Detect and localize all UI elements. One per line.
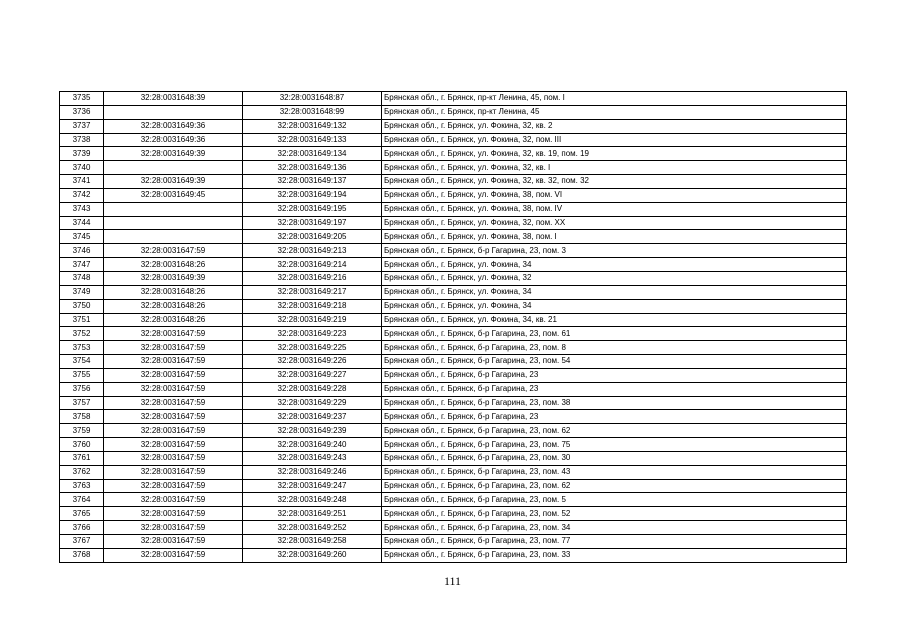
- cadastral-number-cell: 32:28:0031649:228: [243, 382, 382, 396]
- table-row: [60, 465, 847, 479]
- address-cell: Брянская обл., г. Брянск, ул. Фокина, 38, пом. I: [382, 230, 847, 244]
- parcel-number-cell: [104, 105, 243, 119]
- table-row: [60, 230, 847, 244]
- address-cell: Брянская обл., г. Брянск, б-р Гагарина, 23, пом. 62: [382, 479, 847, 493]
- cadastral-number-cell: 32:28:0031649:246: [243, 465, 382, 479]
- row-number-cell: 3739: [60, 147, 104, 161]
- cadastral-number-cell: 32:28:0031649:243: [243, 451, 382, 465]
- parcel-number-cell: [104, 230, 243, 244]
- cadastral-number-cell: 32:28:0031649:194: [243, 188, 382, 202]
- row-number-cell: 3750: [60, 299, 104, 313]
- table-row: [60, 521, 847, 535]
- table-row: [60, 105, 847, 119]
- row-number-cell: 3749: [60, 285, 104, 299]
- row-number-cell: 3756: [60, 382, 104, 396]
- parcel-number-cell: 32:28:0031647:59: [104, 451, 243, 465]
- row-number-cell: 3764: [60, 493, 104, 507]
- cadastral-number-cell: 32:28:0031649:214: [243, 258, 382, 272]
- address-cell: Брянская обл., г. Брянск, ул. Фокина, 32, кв. 2: [382, 119, 847, 133]
- row-number-cell: 3745: [60, 230, 104, 244]
- cadastral-number-cell: 32:28:0031649:227: [243, 368, 382, 382]
- parcel-number-cell: 32:28:0031648:26: [104, 258, 243, 272]
- cadastral-number-cell: 32:28:0031649:133: [243, 133, 382, 147]
- table-row: [60, 410, 847, 424]
- cadastral-number-cell: 32:28:0031649:137: [243, 175, 382, 189]
- row-number-cell: 3753: [60, 341, 104, 355]
- parcel-number-cell: [104, 216, 243, 230]
- row-number-cell: 3757: [60, 396, 104, 410]
- table-row: [60, 341, 847, 355]
- table-row: [60, 424, 847, 438]
- row-number-cell: 3755: [60, 368, 104, 382]
- parcel-number-cell: 32:28:0031649:39: [104, 175, 243, 189]
- parcel-number-cell: 32:28:0031647:59: [104, 341, 243, 355]
- row-number-cell: 3747: [60, 258, 104, 272]
- cadastral-number-cell: 32:28:0031649:205: [243, 230, 382, 244]
- row-number-cell: 3768: [60, 548, 104, 562]
- parcel-number-cell: 32:28:0031647:59: [104, 507, 243, 521]
- row-number-cell: 3765: [60, 507, 104, 521]
- table-row: [60, 119, 847, 133]
- address-cell: Брянская обл., г. Брянск, б-р Гагарина, 23, пом. 34: [382, 521, 847, 535]
- parcel-number-cell: 32:28:0031647:59: [104, 493, 243, 507]
- table-row: [60, 299, 847, 313]
- address-cell: Брянская обл., г. Брянск, ул. Фокина, 34: [382, 258, 847, 272]
- parcel-number-cell: 32:28:0031647:59: [104, 548, 243, 562]
- row-number-cell: 3767: [60, 535, 104, 549]
- table-row: [60, 535, 847, 549]
- cadastral-number-cell: 32:28:0031649:195: [243, 202, 382, 216]
- address-cell: Брянская обл., г. Брянск, б-р Гагарина, 23: [382, 368, 847, 382]
- cadastral-number-cell: 32:28:0031649:237: [243, 410, 382, 424]
- parcel-number-cell: 32:28:0031647:59: [104, 382, 243, 396]
- row-number-cell: 3763: [60, 479, 104, 493]
- parcel-number-cell: 32:28:0031647:59: [104, 535, 243, 549]
- parcel-number-cell: 32:28:0031647:59: [104, 438, 243, 452]
- table-row: [60, 147, 847, 161]
- address-cell: Брянская обл., г. Брянск, ул. Фокина, 32: [382, 271, 847, 285]
- cadastral-number-cell: 32:28:0031649:229: [243, 396, 382, 410]
- row-number-cell: 3761: [60, 451, 104, 465]
- row-number-cell: 3743: [60, 202, 104, 216]
- cadastral-number-cell: 32:28:0031649:217: [243, 285, 382, 299]
- parcel-number-cell: 32:28:0031647:59: [104, 327, 243, 341]
- cadastral-number-cell: 32:28:0031649:223: [243, 327, 382, 341]
- table-row: [60, 216, 847, 230]
- address-cell: Брянская обл., г. Брянск, б-р Гагарина, 23, пом. 33: [382, 548, 847, 562]
- table-row: [60, 271, 847, 285]
- cadastral-number-cell: 32:28:0031649:216: [243, 271, 382, 285]
- parcel-number-cell: 32:28:0031649:39: [104, 271, 243, 285]
- parcel-number-cell: 32:28:0031647:59: [104, 479, 243, 493]
- address-cell: Брянская обл., г. Брянск, б-р Гагарина, 23, пом. 77: [382, 535, 847, 549]
- table-row: [60, 327, 847, 341]
- table-row: [60, 493, 847, 507]
- table-row: [60, 161, 847, 175]
- row-number-cell: 3736: [60, 105, 104, 119]
- table-row: [60, 244, 847, 258]
- parcel-number-cell: 32:28:0031647:59: [104, 355, 243, 369]
- table-row: [60, 175, 847, 189]
- row-number-cell: 3746: [60, 244, 104, 258]
- address-cell: Брянская обл., г. Брянск, ул. Фокина, 38, пом. VI: [382, 188, 847, 202]
- cadastral-number-cell: 32:28:0031649:251: [243, 507, 382, 521]
- address-cell: Брянская обл., г. Брянск, ул. Фокина, 32, кв. 32, пом. 32: [382, 175, 847, 189]
- parcel-number-cell: 32:28:0031648:26: [104, 313, 243, 327]
- address-cell: Брянская обл., г. Брянск, ул. Фокина, 34: [382, 299, 847, 313]
- table-row: [60, 438, 847, 452]
- table-row: [60, 92, 847, 106]
- row-number-cell: 3760: [60, 438, 104, 452]
- cadastral-number-cell: 32:28:0031649:240: [243, 438, 382, 452]
- parcel-number-cell: 32:28:0031647:59: [104, 396, 243, 410]
- address-cell: Брянская обл., г. Брянск, ул. Фокина, 34: [382, 285, 847, 299]
- cadastral-number-cell: 32:28:0031649:197: [243, 216, 382, 230]
- table-row: [60, 396, 847, 410]
- address-cell: Брянская обл., г. Брянск, б-р Гагарина, 23: [382, 410, 847, 424]
- cadastral-number-cell: 32:28:0031648:87: [243, 92, 382, 106]
- parcel-number-cell: 32:28:0031647:59: [104, 368, 243, 382]
- row-number-cell: 3766: [60, 521, 104, 535]
- address-cell: Брянская обл., г. Брянск, б-р Гагарина, 23, пом. 43: [382, 465, 847, 479]
- address-cell: Брянская обл., г. Брянск, б-р Гагарина, 23, пом. 8: [382, 341, 847, 355]
- table-row: [60, 451, 847, 465]
- address-cell: Брянская обл., г. Брянск, б-р Гагарина, 23, пом. 38: [382, 396, 847, 410]
- table-row: [60, 548, 847, 562]
- cadastral-number-cell: 32:28:0031649:219: [243, 313, 382, 327]
- address-cell: Брянская обл., г. Брянск, б-р Гагарина, 23, пом. 5: [382, 493, 847, 507]
- address-cell: Брянская обл., г. Брянск, б-р Гагарина, 23, пом. 61: [382, 327, 847, 341]
- cadastral-number-cell: 32:28:0031649:226: [243, 355, 382, 369]
- register-table-body: [60, 92, 847, 563]
- cadastral-number-cell: 32:28:0031649:258: [243, 535, 382, 549]
- address-cell: Брянская обл., г. Брянск, б-р Гагарина, 23, пом. 75: [382, 438, 847, 452]
- cadastral-number-cell: 32:28:0031649:225: [243, 341, 382, 355]
- address-cell: Брянская обл., г. Брянск, ул. Фокина, 38, пом. IV: [382, 202, 847, 216]
- address-cell: Брянская обл., г. Брянск, б-р Гагарина, 23, пом. 3: [382, 244, 847, 258]
- cadastral-number-cell: 32:28:0031649:239: [243, 424, 382, 438]
- row-number-cell: 3754: [60, 355, 104, 369]
- table-row: [60, 368, 847, 382]
- address-cell: Брянская обл., г. Брянск, б-р Гагарина, 23: [382, 382, 847, 396]
- parcel-number-cell: 32:28:0031648:26: [104, 285, 243, 299]
- cadastral-number-cell: 32:28:0031649:213: [243, 244, 382, 258]
- row-number-cell: 3759: [60, 424, 104, 438]
- table-row: [60, 355, 847, 369]
- table-row: [60, 313, 847, 327]
- table-row: [60, 258, 847, 272]
- parcel-number-cell: 32:28:0031649:39: [104, 147, 243, 161]
- address-cell: Брянская обл., г. Брянск, пр-кт Ленина, 45, пом. I: [382, 92, 847, 106]
- address-cell: Брянская обл., г. Брянск, пр-кт Ленина, 45: [382, 105, 847, 119]
- cadastral-number-cell: 32:28:0031649:248: [243, 493, 382, 507]
- row-number-cell: 3752: [60, 327, 104, 341]
- parcel-number-cell: 32:28:0031647:59: [104, 521, 243, 535]
- row-number-cell: 3742: [60, 188, 104, 202]
- table-row: [60, 202, 847, 216]
- row-number-cell: 3735: [60, 92, 104, 106]
- address-cell: Брянская обл., г. Брянск, ул. Фокина, 32, кв. I: [382, 161, 847, 175]
- table-row: [60, 479, 847, 493]
- address-cell: Брянская обл., г. Брянск, б-р Гагарина, 23, пом. 30: [382, 451, 847, 465]
- row-number-cell: 3740: [60, 161, 104, 175]
- address-cell: Брянская обл., г. Брянск, б-р Гагарина, 23, пом. 54: [382, 355, 847, 369]
- table-row: [60, 188, 847, 202]
- address-cell: Брянская обл., г. Брянск, ул. Фокина, 32, пом. III: [382, 133, 847, 147]
- cadastral-number-cell: 32:28:0031649:136: [243, 161, 382, 175]
- address-cell: Брянская обл., г. Брянск, ул. Фокина, 34, кв. 21: [382, 313, 847, 327]
- page-number: 111: [443, 574, 462, 588]
- parcel-number-cell: 32:28:0031647:59: [104, 244, 243, 258]
- parcel-number-cell: 32:28:0031647:59: [104, 424, 243, 438]
- cadastral-number-cell: 32:28:0031649:218: [243, 299, 382, 313]
- table-row: [60, 285, 847, 299]
- row-number-cell: 3748: [60, 271, 104, 285]
- parcel-number-cell: 32:28:0031649:36: [104, 133, 243, 147]
- row-number-cell: 3758: [60, 410, 104, 424]
- address-cell: Брянская обл., г. Брянск, ул. Фокина, 32, пом. XX: [382, 216, 847, 230]
- parcel-number-cell: [104, 202, 243, 216]
- row-number-cell: 3741: [60, 175, 104, 189]
- row-number-cell: 3738: [60, 133, 104, 147]
- register-table: [59, 91, 847, 563]
- parcel-number-cell: 32:28:0031647:59: [104, 410, 243, 424]
- cadastral-number-cell: 32:28:0031649:260: [243, 548, 382, 562]
- table-row: [60, 382, 847, 396]
- cadastral-number-cell: 32:28:0031649:134: [243, 147, 382, 161]
- cadastral-number-cell: 32:28:0031649:132: [243, 119, 382, 133]
- parcel-number-cell: 32:28:0031647:59: [104, 465, 243, 479]
- row-number-cell: 3744: [60, 216, 104, 230]
- cadastral-number-cell: 32:28:0031649:247: [243, 479, 382, 493]
- parcel-number-cell: 32:28:0031649:45: [104, 188, 243, 202]
- address-cell: Брянская обл., г. Брянск, б-р Гагарина, 23, пом. 62: [382, 424, 847, 438]
- parcel-number-cell: 32:28:0031648:26: [104, 299, 243, 313]
- address-cell: Брянская обл., г. Брянск, ул. Фокина, 32, кв. 19, пом. 19: [382, 147, 847, 161]
- row-number-cell: 3737: [60, 119, 104, 133]
- address-cell: Брянская обл., г. Брянск, б-р Гагарина, 23, пом. 52: [382, 507, 847, 521]
- row-number-cell: 3751: [60, 313, 104, 327]
- table-row: [60, 507, 847, 521]
- parcel-number-cell: [104, 161, 243, 175]
- cadastral-number-cell: 32:28:0031649:252: [243, 521, 382, 535]
- parcel-number-cell: 32:28:0031649:36: [104, 119, 243, 133]
- cadastral-number-cell: 32:28:0031648:99: [243, 105, 382, 119]
- table-row: [60, 133, 847, 147]
- parcel-number-cell: 32:28:0031648:39: [104, 92, 243, 106]
- row-number-cell: 3762: [60, 465, 104, 479]
